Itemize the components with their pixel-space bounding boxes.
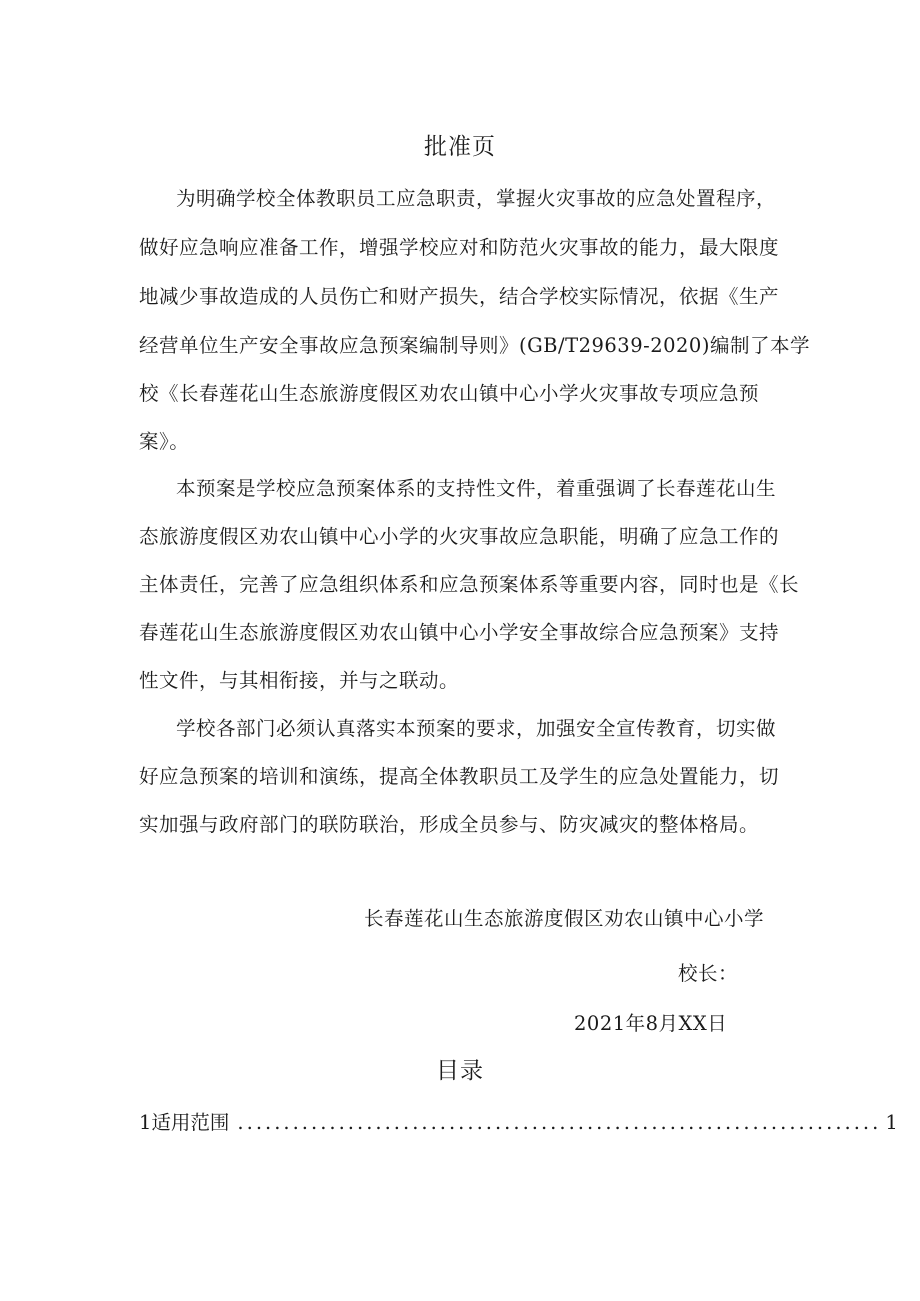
signature-principal: 校长：	[678, 962, 739, 985]
toc-entry-label: 1适用范围	[139, 1111, 230, 1134]
toc-title: 目录	[436, 1058, 484, 1084]
toc-entry[interactable]	[139, 1107, 898, 1135]
paragraph-line: 本预案是学校应急预案体系的支持性文件，着重强调了长春莲花山生	[176, 477, 777, 500]
paragraph-line: 经营单位生产安全事故应急预案编制导则》(GB/T29639-2020)编制了本学	[139, 334, 810, 357]
approval-page-title: 批准页	[424, 134, 496, 160]
toc-entry-page: 1	[885, 1111, 898, 1134]
toc-dot-leader: ......................................................................	[237, 1111, 882, 1134]
signature-date: 2021年8月XX日	[574, 1012, 728, 1035]
paragraph-line: 态旅游度假区劝农山镇中心小学的火灾事故应急职能，明确了应急工作的	[139, 525, 780, 548]
paragraph-line: 案》。	[139, 430, 190, 453]
paragraph-line: 主体责任，完善了应急组织体系和应急预案体系等重要内容，同时也是《长	[139, 573, 800, 596]
paragraph-line: 性文件，与其相衔接，并与之联动。	[139, 669, 460, 692]
paragraph-line: 学校各部门必须认真落实本预案的要求，加强安全宣传教育，切实做	[176, 717, 777, 740]
paragraph-line: 好应急预案的培训和演练，提高全体教职员工及学生的应急处置能力，切	[139, 765, 780, 788]
paragraph-line: 为明确学校全体教职员工应急职责，掌握火灾事故的应急处置程序，	[176, 187, 777, 210]
signature-organization: 长春莲花山生态旅游度假区劝农山镇中心小学	[364, 907, 765, 930]
paragraph-line: 实加强与政府部门的联防联治，形成全员参与、防灾减灾的整体格局。	[139, 813, 760, 836]
paragraph-line: 地减少事故造成的人员伤亡和财产损失，结合学校实际情况，依据《生产	[139, 285, 780, 308]
paragraph-line: 做好应急响应准备工作，增强学校应对和防范火灾事故的能力，最大限度	[139, 236, 780, 259]
paragraph-line: 春莲花山生态旅游度假区劝农山镇中心小学安全事故综合应急预案》支持	[139, 621, 780, 644]
paragraph-line: 校《长春莲花山生态旅游度假区劝农山镇中心小学火灾事故专项应急预	[139, 382, 760, 405]
